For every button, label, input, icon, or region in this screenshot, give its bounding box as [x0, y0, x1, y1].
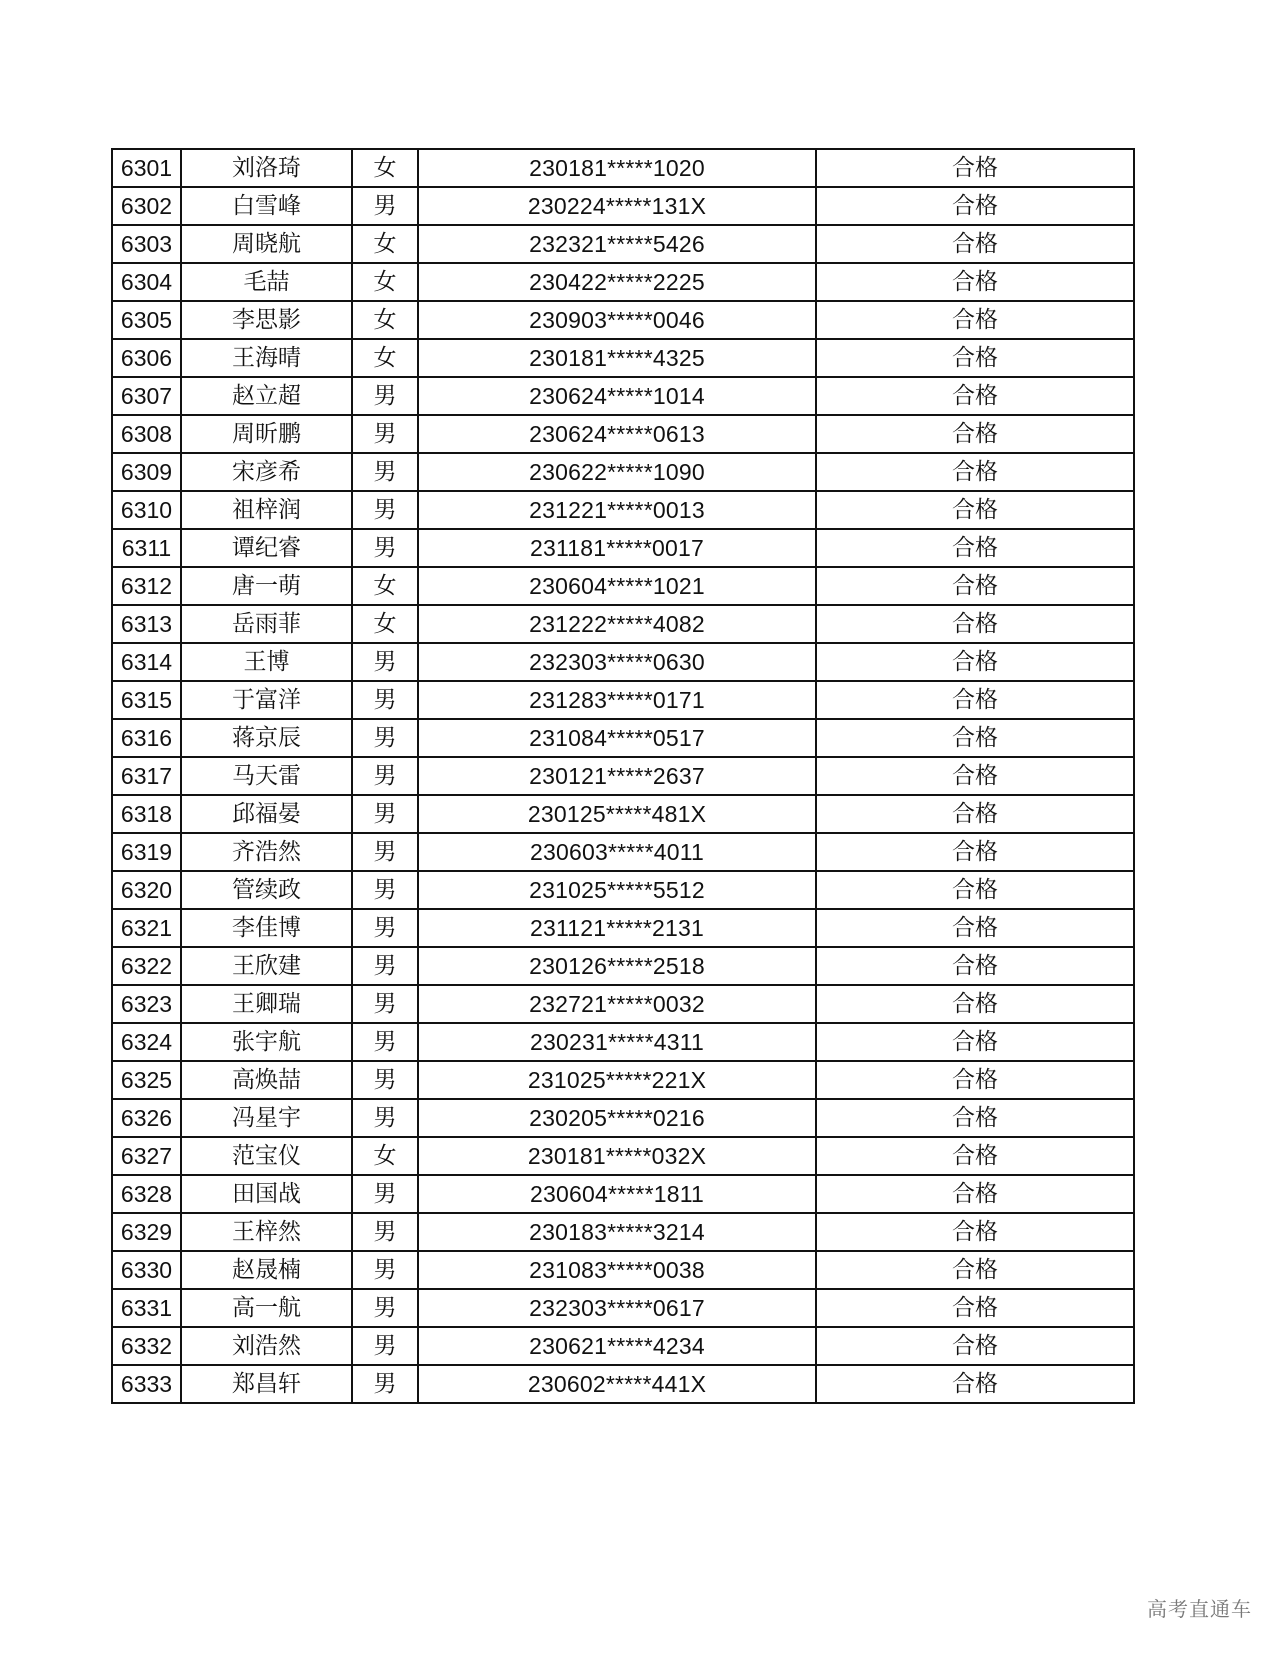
gender-cell: 男	[352, 909, 418, 947]
table-row	[112, 909, 1134, 947]
result-cell: 合格	[816, 681, 1134, 719]
name-cell: 毛喆	[181, 263, 352, 301]
gender-cell: 男	[352, 415, 418, 453]
table-row	[112, 871, 1134, 909]
row-number-cell: 6325	[112, 1061, 181, 1099]
name-cell: 谭纪睿	[181, 529, 352, 567]
row-number-cell: 6313	[112, 605, 181, 643]
row-number-cell: 6303	[112, 225, 181, 263]
gender-cell: 男	[352, 757, 418, 795]
name-cell: 刘浩然	[181, 1327, 352, 1365]
result-cell: 合格	[816, 415, 1134, 453]
result-cell: 合格	[816, 1023, 1134, 1061]
gender-cell: 男	[352, 1289, 418, 1327]
gender-cell: 男	[352, 985, 418, 1023]
table-row	[112, 947, 1134, 985]
gender-cell: 女	[352, 339, 418, 377]
gender-cell: 女	[352, 225, 418, 263]
name-cell: 马天雷	[181, 757, 352, 795]
gender-cell: 男	[352, 643, 418, 681]
table-row	[112, 757, 1134, 795]
row-number-cell: 6316	[112, 719, 181, 757]
name-cell: 刘洛琦	[181, 149, 352, 187]
id-number-cell: 232721*****0032	[418, 985, 816, 1023]
id-number-cell: 230224*****131X	[418, 187, 816, 225]
row-number-cell: 6324	[112, 1023, 181, 1061]
table-row	[112, 187, 1134, 225]
table-row	[112, 681, 1134, 719]
result-cell: 合格	[816, 339, 1134, 377]
name-cell: 王欣建	[181, 947, 352, 985]
table-row	[112, 833, 1134, 871]
id-number-cell: 231181*****0017	[418, 529, 816, 567]
row-number-cell: 6328	[112, 1175, 181, 1213]
table-row	[112, 1213, 1134, 1251]
row-number-cell: 6331	[112, 1289, 181, 1327]
table-row	[112, 529, 1134, 567]
result-cell: 合格	[816, 719, 1134, 757]
result-cell: 合格	[816, 795, 1134, 833]
table-row	[112, 1365, 1134, 1403]
name-cell: 高焕喆	[181, 1061, 352, 1099]
gender-cell: 女	[352, 1137, 418, 1175]
name-cell: 白雪峰	[181, 187, 352, 225]
row-number-cell: 6323	[112, 985, 181, 1023]
id-number-cell: 231025*****5512	[418, 871, 816, 909]
id-number-cell: 232303*****0617	[418, 1289, 816, 1327]
row-number-cell: 6314	[112, 643, 181, 681]
id-number-cell: 230624*****0613	[418, 415, 816, 453]
row-number-cell: 6320	[112, 871, 181, 909]
table-row	[112, 643, 1134, 681]
gender-cell: 男	[352, 871, 418, 909]
gender-cell: 男	[352, 1175, 418, 1213]
gender-cell: 男	[352, 529, 418, 567]
name-cell: 岳雨菲	[181, 605, 352, 643]
result-cell: 合格	[816, 947, 1134, 985]
id-number-cell: 230231*****4311	[418, 1023, 816, 1061]
table-row	[112, 1061, 1134, 1099]
result-cell: 合格	[816, 1251, 1134, 1289]
gender-cell: 女	[352, 567, 418, 605]
name-cell: 范宝仪	[181, 1137, 352, 1175]
name-cell: 蒋京辰	[181, 719, 352, 757]
table-row	[112, 453, 1134, 491]
result-cell: 合格	[816, 1099, 1134, 1137]
result-cell: 合格	[816, 453, 1134, 491]
id-number-cell: 230125*****481X	[418, 795, 816, 833]
gender-cell: 男	[352, 719, 418, 757]
result-cell: 合格	[816, 377, 1134, 415]
gender-cell: 男	[352, 1213, 418, 1251]
gender-cell: 男	[352, 1099, 418, 1137]
id-number-cell: 230422*****2225	[418, 263, 816, 301]
row-number-cell: 6304	[112, 263, 181, 301]
name-cell: 王卿瑞	[181, 985, 352, 1023]
result-cell: 合格	[816, 871, 1134, 909]
id-number-cell: 232303*****0630	[418, 643, 816, 681]
id-number-cell: 230181*****032X	[418, 1137, 816, 1175]
gender-cell: 男	[352, 1327, 418, 1365]
row-number-cell: 6309	[112, 453, 181, 491]
row-number-cell: 6308	[112, 415, 181, 453]
table-row	[112, 985, 1134, 1023]
result-cell: 合格	[816, 909, 1134, 947]
gender-cell: 女	[352, 301, 418, 339]
id-number-cell: 230205*****0216	[418, 1099, 816, 1137]
table-row	[112, 795, 1134, 833]
row-number-cell: 6318	[112, 795, 181, 833]
table-row	[112, 1175, 1134, 1213]
row-number-cell: 6317	[112, 757, 181, 795]
row-number-cell: 6327	[112, 1137, 181, 1175]
name-cell: 王海晴	[181, 339, 352, 377]
id-number-cell: 230183*****3214	[418, 1213, 816, 1251]
name-cell: 李思影	[181, 301, 352, 339]
name-cell: 齐浩然	[181, 833, 352, 871]
id-number-cell: 230604*****1811	[418, 1175, 816, 1213]
row-number-cell: 6322	[112, 947, 181, 985]
gender-cell: 男	[352, 453, 418, 491]
table-row	[112, 1023, 1134, 1061]
table-row	[112, 1099, 1134, 1137]
id-number-cell: 231283*****0171	[418, 681, 816, 719]
id-number-cell: 231084*****0517	[418, 719, 816, 757]
table-row	[112, 1137, 1134, 1175]
table-row	[112, 415, 1134, 453]
name-cell: 唐一萌	[181, 567, 352, 605]
result-cell: 合格	[816, 1289, 1134, 1327]
gender-cell: 男	[352, 377, 418, 415]
table-row	[112, 1327, 1134, 1365]
gender-cell: 女	[352, 605, 418, 643]
name-cell: 张宇航	[181, 1023, 352, 1061]
row-number-cell: 6315	[112, 681, 181, 719]
table-row	[112, 1289, 1134, 1327]
id-number-cell: 230181*****1020	[418, 149, 816, 187]
name-cell: 于富洋	[181, 681, 352, 719]
row-number-cell: 6307	[112, 377, 181, 415]
gender-cell: 男	[352, 795, 418, 833]
id-number-cell: 230603*****4011	[418, 833, 816, 871]
table-row	[112, 301, 1134, 339]
id-number-cell: 230903*****0046	[418, 301, 816, 339]
table-row	[112, 719, 1134, 757]
name-cell: 赵立超	[181, 377, 352, 415]
name-cell: 冯星宇	[181, 1099, 352, 1137]
name-cell: 李佳博	[181, 909, 352, 947]
row-number-cell: 6326	[112, 1099, 181, 1137]
gender-cell: 女	[352, 263, 418, 301]
gender-cell: 男	[352, 1365, 418, 1403]
name-cell: 郑昌轩	[181, 1365, 352, 1403]
table-row	[112, 225, 1134, 263]
id-number-cell: 230622*****1090	[418, 453, 816, 491]
result-cell: 合格	[816, 263, 1134, 301]
name-cell: 高一航	[181, 1289, 352, 1327]
result-cell: 合格	[816, 1175, 1134, 1213]
id-number-cell: 231222*****4082	[418, 605, 816, 643]
name-cell: 王梓然	[181, 1213, 352, 1251]
id-number-cell: 231025*****221X	[418, 1061, 816, 1099]
id-number-cell: 231221*****0013	[418, 491, 816, 529]
id-number-cell: 230126*****2518	[418, 947, 816, 985]
gender-cell: 男	[352, 1251, 418, 1289]
name-cell: 宋彦希	[181, 453, 352, 491]
name-cell: 管续政	[181, 871, 352, 909]
id-number-cell: 230121*****2637	[418, 757, 816, 795]
row-number-cell: 6333	[112, 1365, 181, 1403]
result-cell: 合格	[816, 529, 1134, 567]
result-cell: 合格	[816, 643, 1134, 681]
table-row	[112, 339, 1134, 377]
id-number-cell: 230181*****4325	[418, 339, 816, 377]
id-number-cell: 230621*****4234	[418, 1327, 816, 1365]
gender-cell: 男	[352, 187, 418, 225]
id-number-cell: 231083*****0038	[418, 1251, 816, 1289]
row-number-cell: 6310	[112, 491, 181, 529]
table-row	[112, 377, 1134, 415]
table-row	[112, 491, 1134, 529]
result-cell: 合格	[816, 187, 1134, 225]
result-cell: 合格	[816, 491, 1134, 529]
row-number-cell: 6301	[112, 149, 181, 187]
row-number-cell: 6330	[112, 1251, 181, 1289]
name-cell: 周晓航	[181, 225, 352, 263]
row-number-cell: 6329	[112, 1213, 181, 1251]
row-number-cell: 6321	[112, 909, 181, 947]
result-cell: 合格	[816, 225, 1134, 263]
gender-cell: 女	[352, 149, 418, 187]
gender-cell: 男	[352, 491, 418, 529]
result-cell: 合格	[816, 1327, 1134, 1365]
row-number-cell: 6319	[112, 833, 181, 871]
id-number-cell: 230602*****441X	[418, 1365, 816, 1403]
row-number-cell: 6332	[112, 1327, 181, 1365]
watermark-text: 高考直通车	[1147, 1597, 1252, 1621]
table-row	[112, 263, 1134, 301]
name-cell: 邱福晏	[181, 795, 352, 833]
result-cell: 合格	[816, 985, 1134, 1023]
name-cell: 王博	[181, 643, 352, 681]
result-cell: 合格	[816, 1061, 1134, 1099]
result-cell: 合格	[816, 1365, 1134, 1403]
row-number-cell: 6305	[112, 301, 181, 339]
id-number-cell: 230604*****1021	[418, 567, 816, 605]
roster-table-body	[112, 149, 1134, 1403]
table-row	[112, 567, 1134, 605]
result-cell: 合格	[816, 301, 1134, 339]
row-number-cell: 6311	[112, 529, 181, 567]
result-cell: 合格	[816, 605, 1134, 643]
table-row	[112, 149, 1134, 187]
gender-cell: 男	[352, 1061, 418, 1099]
id-number-cell: 231121*****2131	[418, 909, 816, 947]
name-cell: 田国战	[181, 1175, 352, 1213]
name-cell: 赵晟楠	[181, 1251, 352, 1289]
gender-cell: 男	[352, 947, 418, 985]
table-row	[112, 1251, 1134, 1289]
result-cell: 合格	[816, 757, 1134, 795]
result-cell: 合格	[816, 1137, 1134, 1175]
roster-table	[111, 148, 1135, 1404]
table-row	[112, 605, 1134, 643]
result-cell: 合格	[816, 567, 1134, 605]
result-cell: 合格	[816, 833, 1134, 871]
id-number-cell: 232321*****5426	[418, 225, 816, 263]
id-number-cell: 230624*****1014	[418, 377, 816, 415]
gender-cell: 男	[352, 1023, 418, 1061]
result-cell: 合格	[816, 1213, 1134, 1251]
gender-cell: 男	[352, 681, 418, 719]
row-number-cell: 6306	[112, 339, 181, 377]
row-number-cell: 6302	[112, 187, 181, 225]
result-cell: 合格	[816, 149, 1134, 187]
name-cell: 周昕鹏	[181, 415, 352, 453]
row-number-cell: 6312	[112, 567, 181, 605]
name-cell: 祖梓润	[181, 491, 352, 529]
gender-cell: 男	[352, 833, 418, 871]
